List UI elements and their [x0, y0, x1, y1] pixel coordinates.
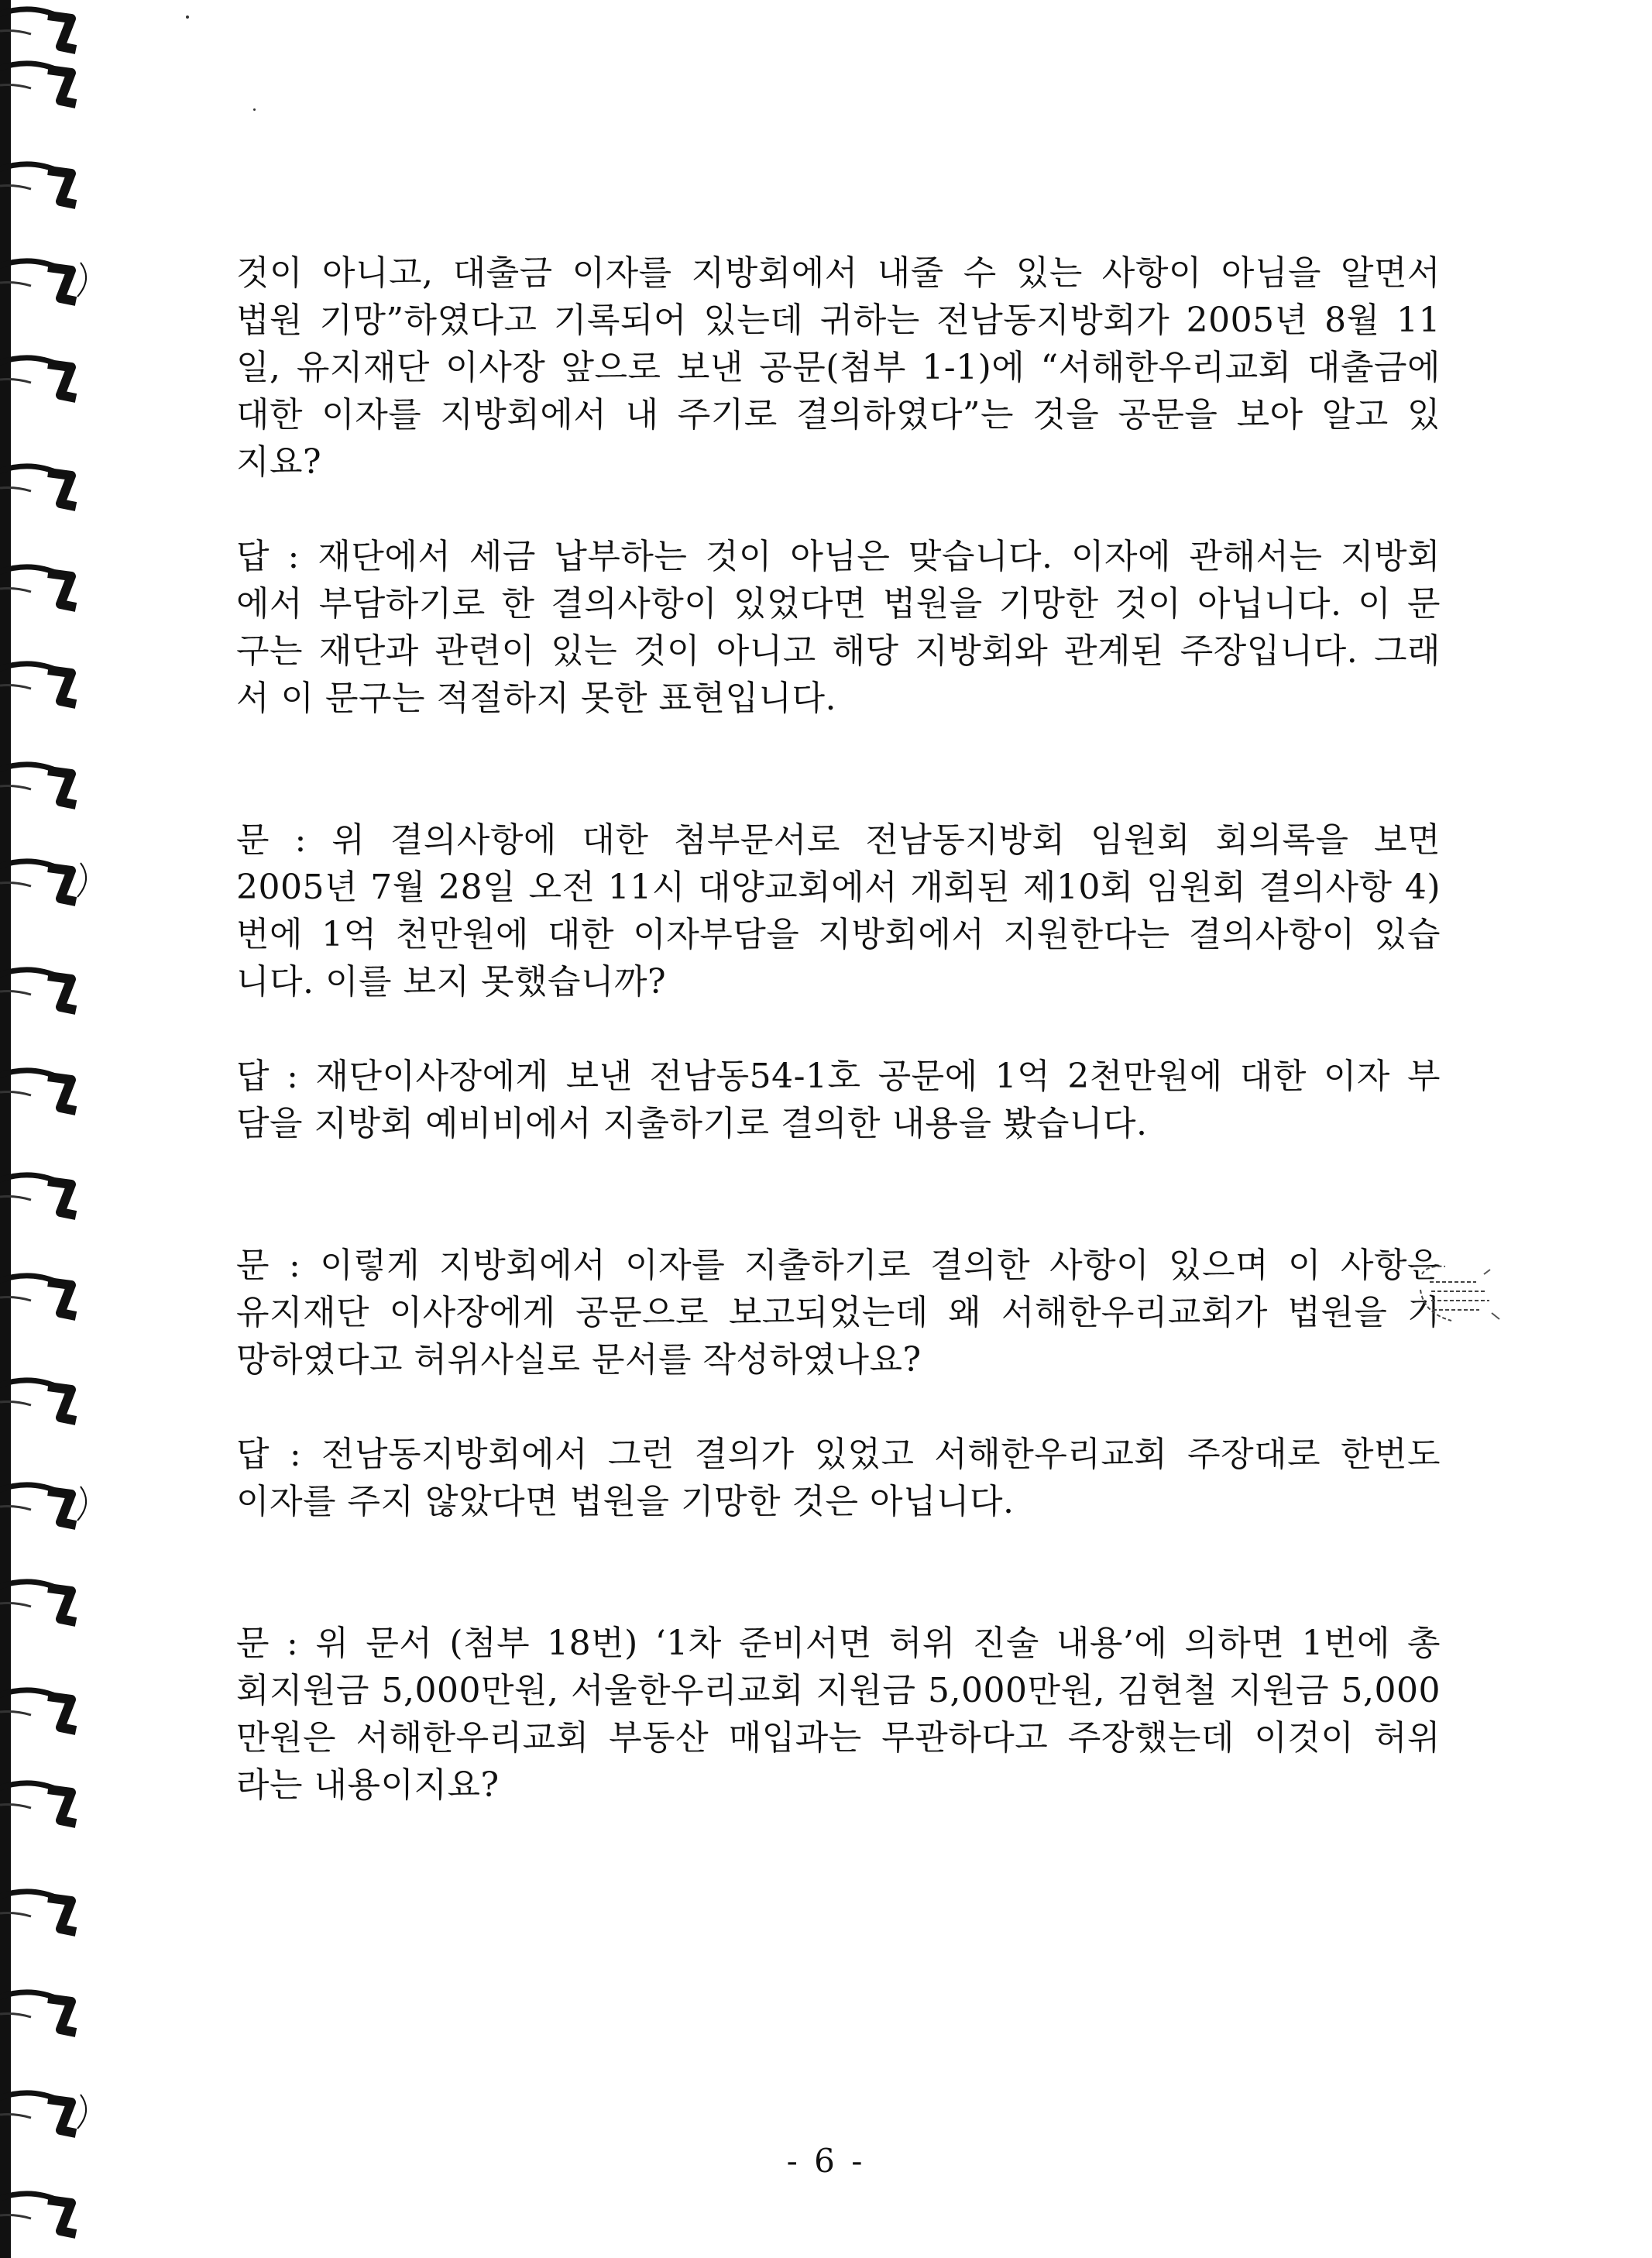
text-line: 답 : 재단이사장에게 보낸 전남동54-1호 공문에 1억 2천만원에 대한 이자 부: [236, 1057, 1441, 1096]
text-line: 망하였다고 허위사실로 문서를 작성하였나요?: [236, 1340, 922, 1380]
text-line: 2005년 7월 28일 오전 11시 대양교회에서 개회된 제10회 임원회 결의사항 4): [236, 868, 1441, 907]
text-line: 답 : 전남동지방회에서 그런 결의가 있었고 서해한우리교회 주장대로 한번도: [236, 1435, 1441, 1474]
text-line: 회지원금 5,000만원, 서울한우리교회 지원금 5,000만원, 김현철 지원금 5,000: [236, 1671, 1441, 1710]
text-line: 라는 내용이지요?: [236, 1765, 500, 1805]
spiral-binding-coil-icon: [0, 252, 89, 306]
text-line: 지요?: [236, 442, 322, 482]
spiral-binding-coil-icon: [0, 1371, 89, 1425]
paragraph-4: [236, 1053, 1441, 1147]
spiral-binding-coil-icon: [0, 155, 89, 209]
text-line: 에서 부담하기로 한 결의사항이 있었다면 법원을 기망한 것이 아닙니다. 이 문: [236, 584, 1441, 624]
spiral-binding-coil-icon: [0, 2184, 89, 2239]
text-line: 답 : 재단에서 세금 납부하는 것이 아님은 맞습니다. 이자에 관해서는 지방회: [236, 537, 1441, 576]
spiral-binding-coil-icon: [0, 755, 89, 809]
text-line: 담을 지방회 예비비에서 지출하기로 결의한 내용을 봤습니다.: [236, 1104, 1148, 1143]
text-line: 서 이 문구는 적절하지 못한 표현입니다.: [236, 679, 836, 718]
text-line: 번에 1억 천만원에 대한 이자부담을 지방회에서 지원한다는 결의사항이 있습: [236, 915, 1441, 954]
paragraph-1: [236, 249, 1441, 486]
spiral-binding-coil-icon: [0, 54, 89, 108]
text-line: 일, 유지재단 이사장 앞으로 보낸 공문(첨부 1-1)에 “서해한우리교회 대출금에: [236, 348, 1441, 387]
spiral-binding-coil-icon: [0, 1476, 89, 1530]
spiral-binding-coil-icon: [0, 1266, 89, 1321]
spiral-binding-coil-icon: [0, 0, 89, 54]
stray-mark: [253, 108, 256, 111]
text-line: 문 : 위 결의사항에 대한 첨부문서로 전남동지방회 임원회 회의록을 보면: [236, 820, 1441, 860]
paragraph-6: [236, 1431, 1441, 1525]
page-number: - 6 -: [786, 2142, 866, 2180]
text-line: 문 : 위 문서 (첨부 18번) ‘1차 준비서면 허위 진술 내용’에 의하면 1번에 총: [236, 1624, 1441, 1663]
text-line: 니다. 이를 보지 못했습니까?: [236, 962, 667, 1002]
text-line: 법원 기망”하였다고 기록되어 있는데 귀하는 전남동지방회가 2005년 8월 11: [236, 301, 1441, 340]
text-line: 유지재단 이사장에게 공문으로 보고되었는데 왜 서해한우리교회가 법원을 기: [236, 1293, 1441, 1332]
text-line: 이자를 주지 않았다면 법원을 기망한 것은 아닙니다.: [236, 1482, 1015, 1521]
spiral-binding-coil-icon: [0, 1882, 89, 1937]
spiral-binding-coil-icon: [0, 1983, 89, 2037]
paragraph-5: [236, 1242, 1441, 1383]
spiral-binding-coil-icon: [0, 1774, 89, 1828]
spiral-binding-coil-icon: [0, 1061, 89, 1115]
paragraph-2: [236, 533, 1441, 722]
text-line: 대한 이자를 지방회에서 내 주기로 결의하였다”는 것을 공문을 보아 알고 있: [236, 395, 1441, 435]
text-line: 구는 재단과 관련이 있는 것이 아니고 해당 지방회와 관계된 주장입니다. 그래: [236, 631, 1441, 671]
paragraph-7: [236, 1620, 1441, 1809]
spiral-binding-coil-icon: [0, 655, 89, 709]
text-line: 문 : 이렇게 지방회에서 이자를 지출하기로 결의한 사항이 있으며 이 사항은: [236, 1246, 1441, 1285]
spiral-binding-coil-icon: [0, 1572, 89, 1627]
paragraph-3: [236, 816, 1441, 1005]
spiral-binding-coil-icon: [0, 457, 89, 511]
spiral-binding-coil-icon: [0, 558, 89, 612]
stray-mark: [186, 15, 189, 19]
document-body: [236, 249, 1441, 1809]
spiral-binding-coil-icon: [0, 1166, 89, 1220]
text-line: 것이 아니고, 대출금 이자를 지방회에서 내줄 수 있는 사항이 아님을 알면서: [236, 253, 1441, 293]
spiral-binding-coil-icon: [0, 961, 89, 1015]
smudged-stamp-icon: [1414, 1259, 1507, 1328]
spiral-binding-coil-icon: [0, 1681, 89, 1735]
spiral-binding-coil-icon: [0, 852, 89, 906]
spiral-binding-coil-icon: [0, 349, 89, 403]
spiral-binding-coil-icon: [0, 2084, 89, 2138]
text-line: 만원은 서해한우리교회 부동산 매입과는 무관하다고 주장했는데 이것이 허위: [236, 1718, 1441, 1758]
